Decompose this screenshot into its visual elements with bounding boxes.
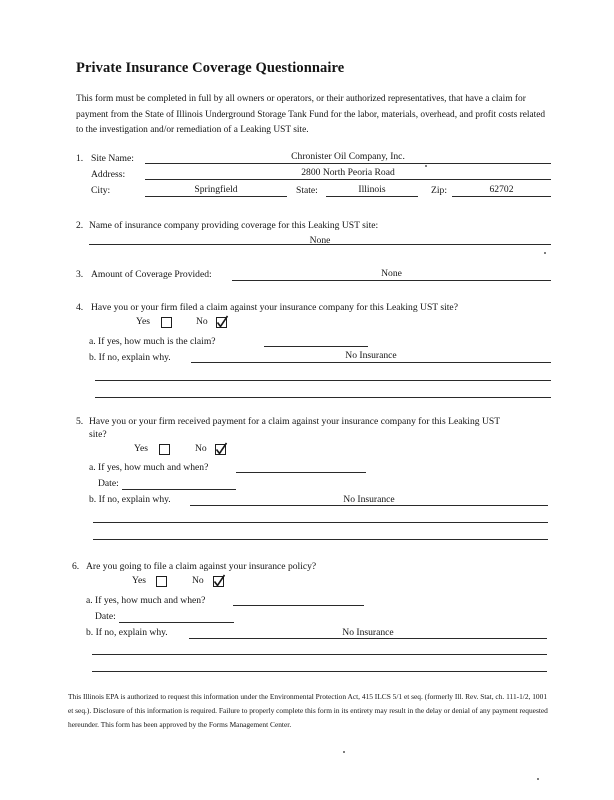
city-value[interactable]: Springfield [194, 184, 238, 195]
scan-speck [425, 165, 427, 167]
q6-yes-checkbox[interactable] [156, 576, 167, 587]
address-label: Address: [91, 169, 126, 180]
q4b-label: b. If no, explain why. [89, 352, 171, 363]
q4-no-label: No [196, 316, 208, 327]
q5-yes-checkbox[interactable] [159, 444, 170, 455]
q6b-line [189, 638, 547, 639]
q4b-line [191, 362, 551, 363]
zip-label: Zip: [431, 185, 447, 196]
coverage-amount-value[interactable]: None [381, 268, 402, 279]
q5b-value[interactable]: No Insurance [343, 494, 395, 505]
zip-value[interactable]: 62702 [489, 184, 514, 195]
q4-yes-checkbox[interactable] [161, 317, 172, 328]
state-value[interactable]: Illinois [358, 184, 386, 195]
address-value[interactable]: 2800 North Peoria Road [301, 167, 395, 178]
q4-yes-label: Yes [136, 316, 150, 327]
scan-speck [343, 751, 345, 753]
q5a-line [236, 472, 366, 473]
q5-date-line [122, 489, 236, 490]
address-line [145, 179, 551, 180]
q1-number: 1. [76, 153, 84, 164]
q5-label-line1: Have you or your firm received payment for a claim against your insurance company for this Leaking UST [89, 416, 501, 427]
q5b-line [190, 505, 548, 506]
q4-no-checkbox[interactable] [216, 317, 227, 328]
intro-paragraph: This form must be completed in full by all owners or operators, or their authorized representatives, that have a claim for payment from the State of Illinois Underground Storage Tank Fund for the labor, materials, overhead, and profit costs related to the investigation and/or remediation of a Leaking UST site. [76, 94, 546, 135]
state-line [326, 196, 418, 197]
footer-disclaimer: This Illinois EPA is authorized to request this information under the Environmental Protection Act, 415 ILCS 5/1 et seq. (formerly Ill. Rev. Stat, ch. 111-1/2, 1001 et seq.). Disclosure of this information is required. Failure to properly complete this form in its entirety may result in the delay or denial of any payment requested hereunder. This form has been approved by the Forms Management Center. [68, 692, 548, 729]
q3-line [232, 280, 551, 281]
q5b-extra-line-1 [93, 522, 548, 523]
q4a-line [264, 346, 368, 347]
q4b-value[interactable]: No Insurance [345, 350, 397, 361]
q6-date-label: Date: [95, 611, 116, 622]
q6a-line [233, 605, 364, 606]
scan-speck [537, 778, 539, 780]
q5-yes-label: Yes [134, 443, 148, 454]
page-title: Private Insurance Coverage Questionnaire [76, 60, 345, 76]
q4-label: Have you or your firm filed a claim against your insurance company for this Leaking UST site? [91, 302, 458, 313]
q4-number: 4. [76, 302, 84, 313]
q5-no-checkbox[interactable] [215, 444, 226, 455]
state-label: State: [296, 185, 318, 196]
q5-label-line2: site? [89, 429, 107, 440]
checkmark-icon [216, 315, 229, 329]
q6-yes-label: Yes [132, 575, 146, 586]
q4b-extra-line-2 [95, 397, 551, 398]
zip-line [452, 196, 551, 197]
q5b-label: b. If no, explain why. [89, 494, 171, 505]
q5-no-label: No [195, 443, 207, 454]
q2-number: 2. [76, 220, 84, 231]
q6b-extra-line-1 [92, 654, 547, 655]
insurance-company-value[interactable]: None [309, 235, 331, 246]
q5a-label: a. If yes, how much and when? [89, 462, 209, 473]
checkmark-icon [213, 574, 226, 588]
scan-speck [544, 252, 546, 254]
city-label: City: [91, 185, 111, 196]
q6-date-line [119, 622, 234, 623]
q5b-extra-line-2 [93, 539, 548, 540]
q4b-extra-line-1 [95, 380, 551, 381]
q6-no-label: No [192, 575, 204, 586]
q4a-label: a. If yes, how much is the claim? [89, 336, 216, 347]
q6-no-checkbox[interactable] [213, 576, 224, 587]
site-name-label: Site Name: [91, 153, 134, 164]
q6a-label: a. If yes, how much and when? [86, 595, 206, 606]
checkmark-icon [215, 442, 228, 456]
q5-number: 5. [76, 416, 84, 427]
q6b-value[interactable]: No Insurance [342, 627, 394, 638]
q2-label: Name of insurance company providing coverage for this Leaking UST site: [89, 220, 379, 231]
q5-date-label: Date: [98, 478, 119, 489]
q6-label: Are you going to file a claim against your insurance policy? [86, 561, 317, 572]
q6b-extra-line-2 [92, 671, 547, 672]
q3-number: 3. [76, 269, 84, 280]
site-name-line [145, 163, 551, 164]
city-line [145, 196, 287, 197]
q6-number: 6. [72, 561, 80, 572]
site-name-value[interactable]: Chronister Oil Company, Inc. [291, 151, 405, 162]
q3-label: Amount of Coverage Provided: [91, 269, 212, 280]
q6b-label: b. If no, explain why. [86, 627, 168, 638]
